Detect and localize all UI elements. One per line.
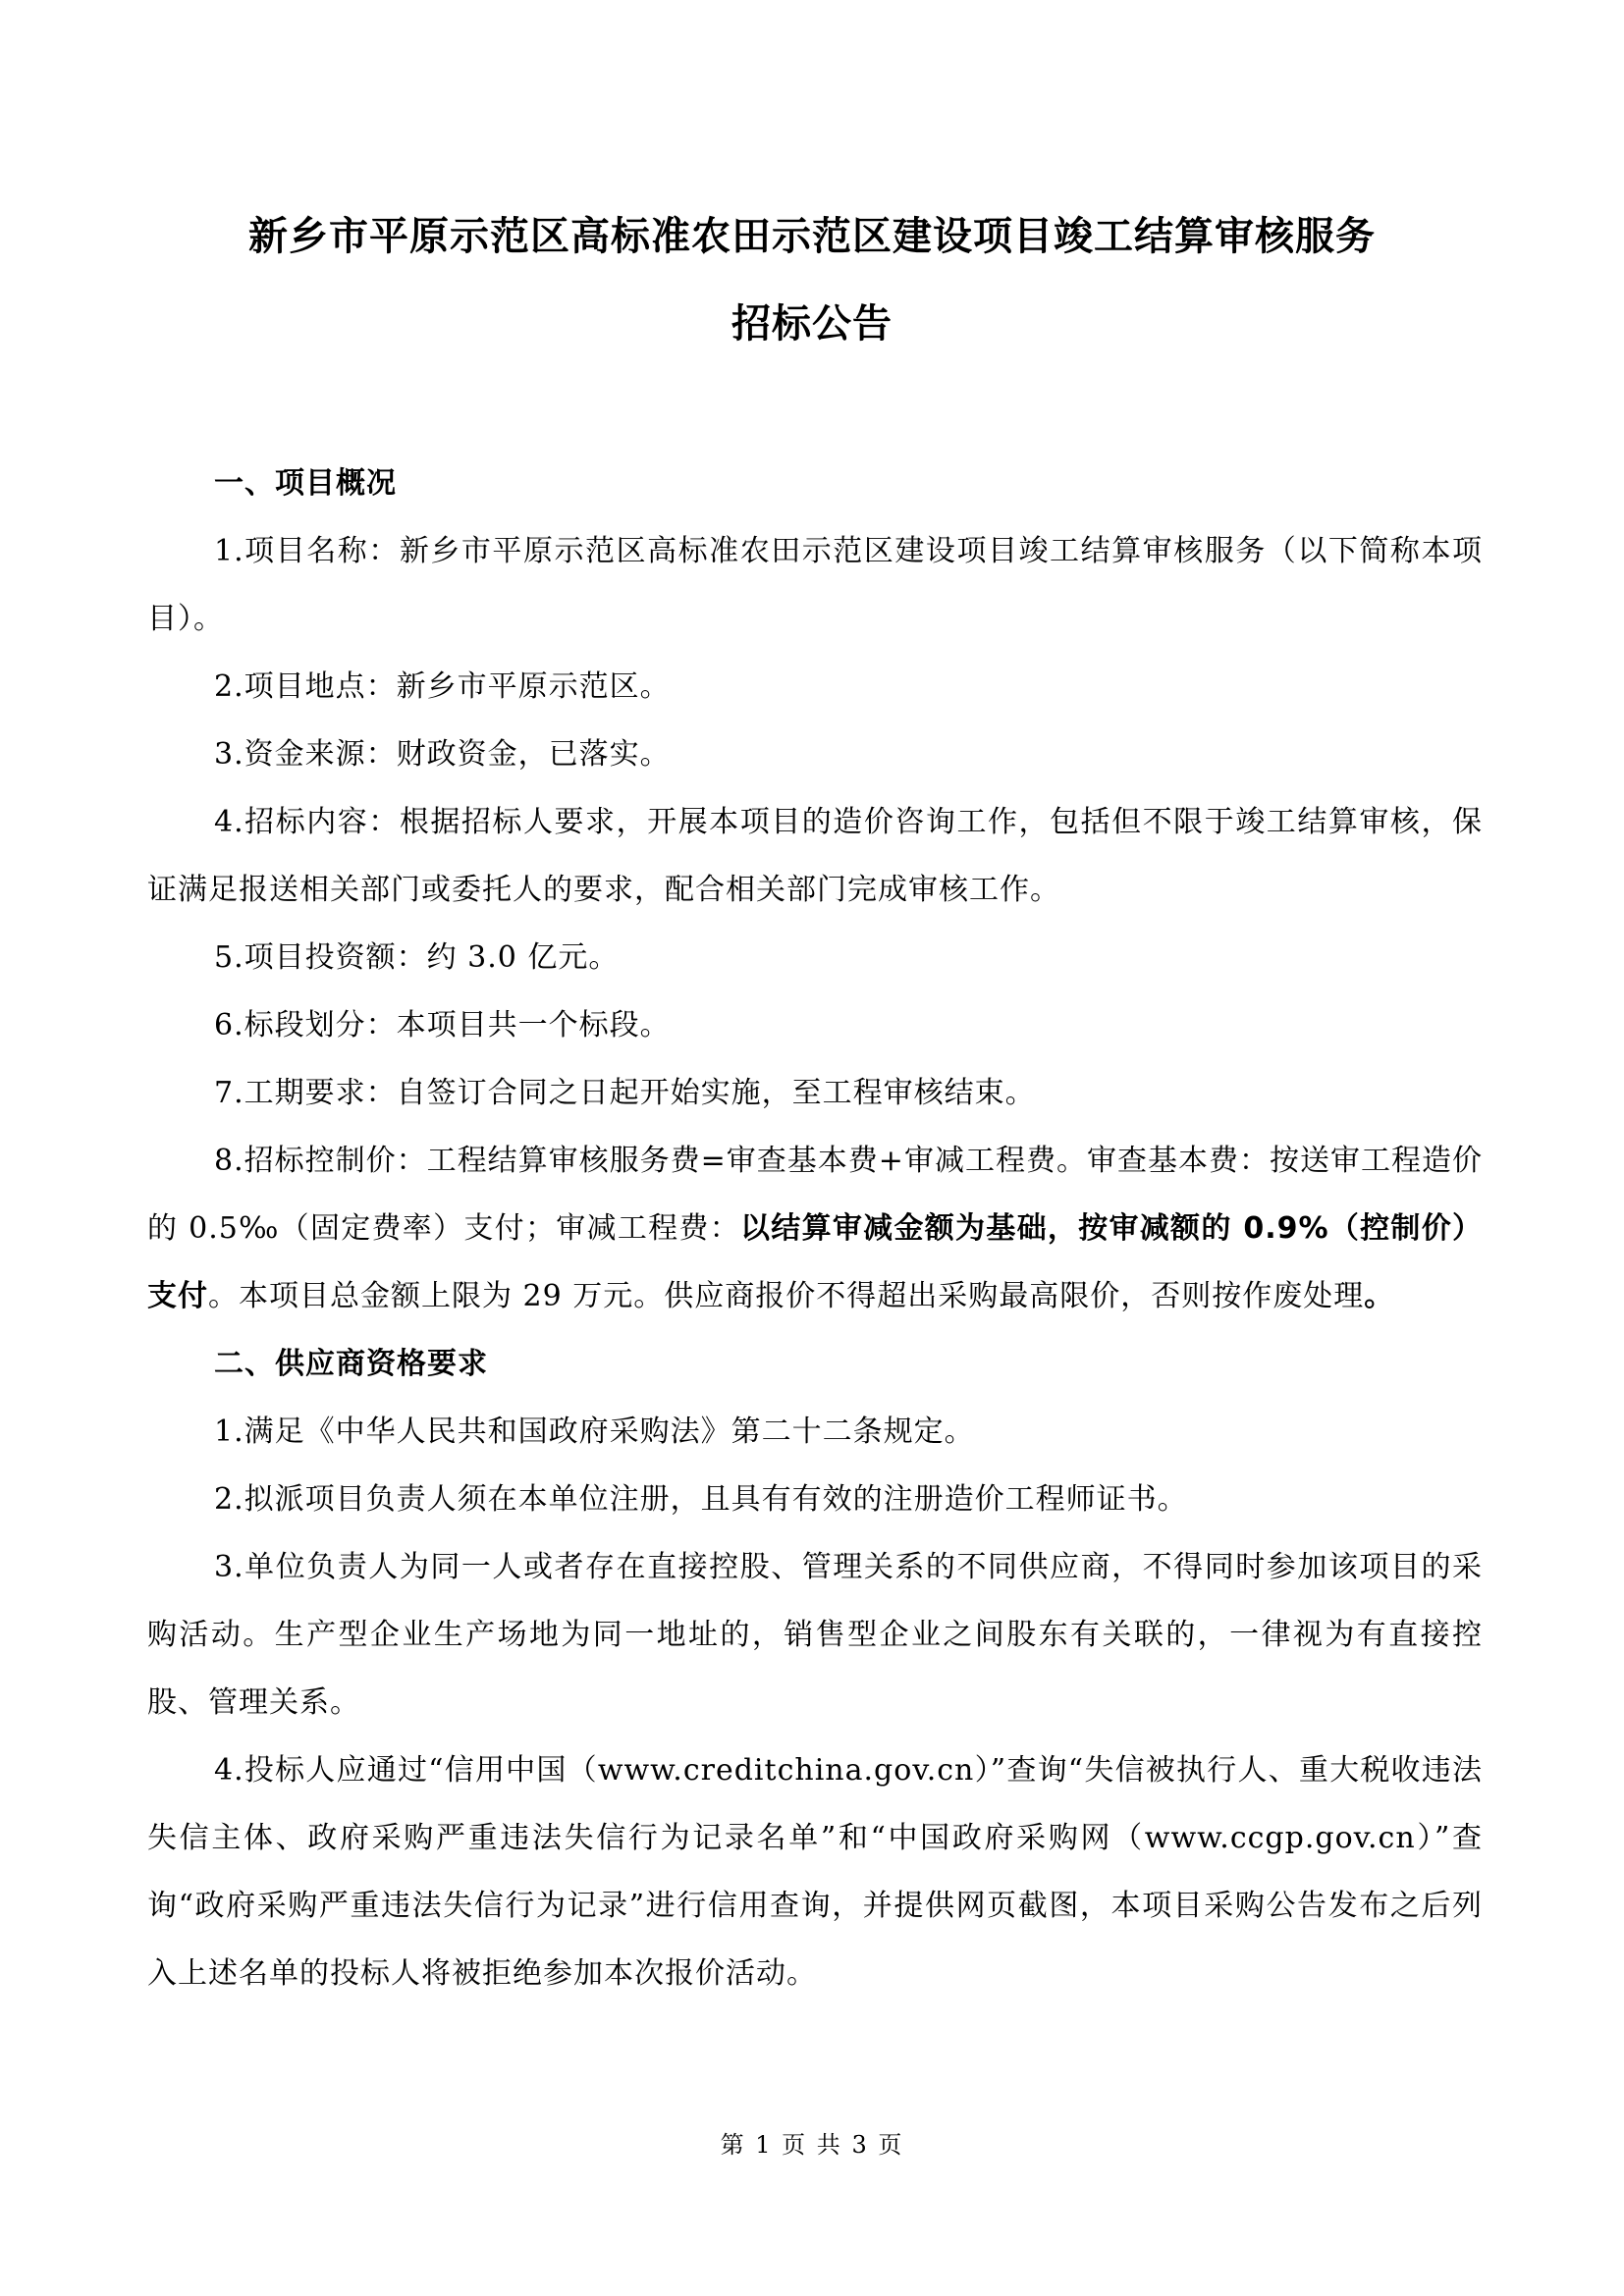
paragraph-qualification-1: 1.满足《中华人民共和国政府采购法》第二十二条规定。 (214, 1415, 975, 1449)
section-heading-qualifications: 二、供应商资格要求 (214, 1347, 488, 1381)
control-price-bold-end: 。 (1364, 1279, 1395, 1313)
paragraph-qualification-4: 4.投标人应通过“信用中国（www.creditchina.gov.cn）”查询“失信被执行人、重大税收违法失信主体、政府采购严重违法失信行为记录名单”和“中国政府采购网（www.ccgp.gov.cn）”查询“政府采购严重违法失信行为记录”进行信用查询，并提供网页截图，本项目采购公告发布之后列入上述名单的投标人将被拒绝参加本次报价活动。 (147, 1753, 1483, 1991)
document-subtitle: 招标公告 (731, 301, 893, 347)
document-body (147, 450, 1483, 2007)
control-price-bold-text: 以结算审减金额为基础，按审减额的 0.9%（控制价）支付 (147, 1211, 1484, 1313)
paragraph-qualification-2: 2.拟派项目负责人须在本单位注册，且具有有效的注册造价工程师证书。 (214, 1482, 1188, 1517)
paragraph-investment-amount: 5.项目投资额：约 3.0 亿元。 (214, 940, 620, 975)
paragraph-funding-source: 3.资金来源：财政资金，已落实。 (214, 737, 671, 772)
control-price-text-2: 。本项目总金额上限为 29 万元。供应商报价不得超出采购最高限价，否则按作废处理 (208, 1279, 1365, 1313)
paragraph-lot-division: 6.标段划分：本项目共一个标段。 (214, 1008, 671, 1042)
paragraph-project-location: 2.项目地点：新乡市平原示范区。 (214, 669, 671, 704)
paragraph-project-name: 1.项目名称：新乡市平原示范区高标准农田示范区建设项目竣工结算审核服务（以下简称本项目）。 (147, 534, 1483, 636)
control-price-text-1: 8.招标控制价：工程结算审核服务费=审查基本费+审减工程费。审查基本费：按送审工程造价的 0.5‰（固定费率）支付；审减工程费： (147, 1144, 1483, 1246)
paragraph-schedule: 7.工期要求：自签订合同之日起开始实施，至工程审核结束。 (214, 1076, 1036, 1110)
paragraph-control-price (147, 1127, 1483, 1330)
paragraph-qualification-3: 3.单位负责人为同一人或者存在直接控股、管理关系的不同供应商，不得同时参加该项目的采购活动。生产型企业生产场地为同一地址的，销售型企业之间股东有关联的，一律视为有直接控股、管理关系。 (147, 1550, 1483, 1720)
paragraph-bid-content: 4.招标内容：根据招标人要求，开展本项目的造价咨询工作，包括但不限于竣工结算审核，保证满足报送相关部门或委托人的要求，配合相关部门完成审核工作。 (147, 805, 1483, 907)
page-footer (0, 2130, 1624, 2160)
section-heading-project-overview: 一、项目概况 (214, 466, 397, 501)
page-number: 第 1 页 共 3 页 (720, 2131, 904, 2159)
document-title: 新乡市平原示范区高标准农田示范区建设项目竣工结算审核服务 (248, 214, 1376, 259)
